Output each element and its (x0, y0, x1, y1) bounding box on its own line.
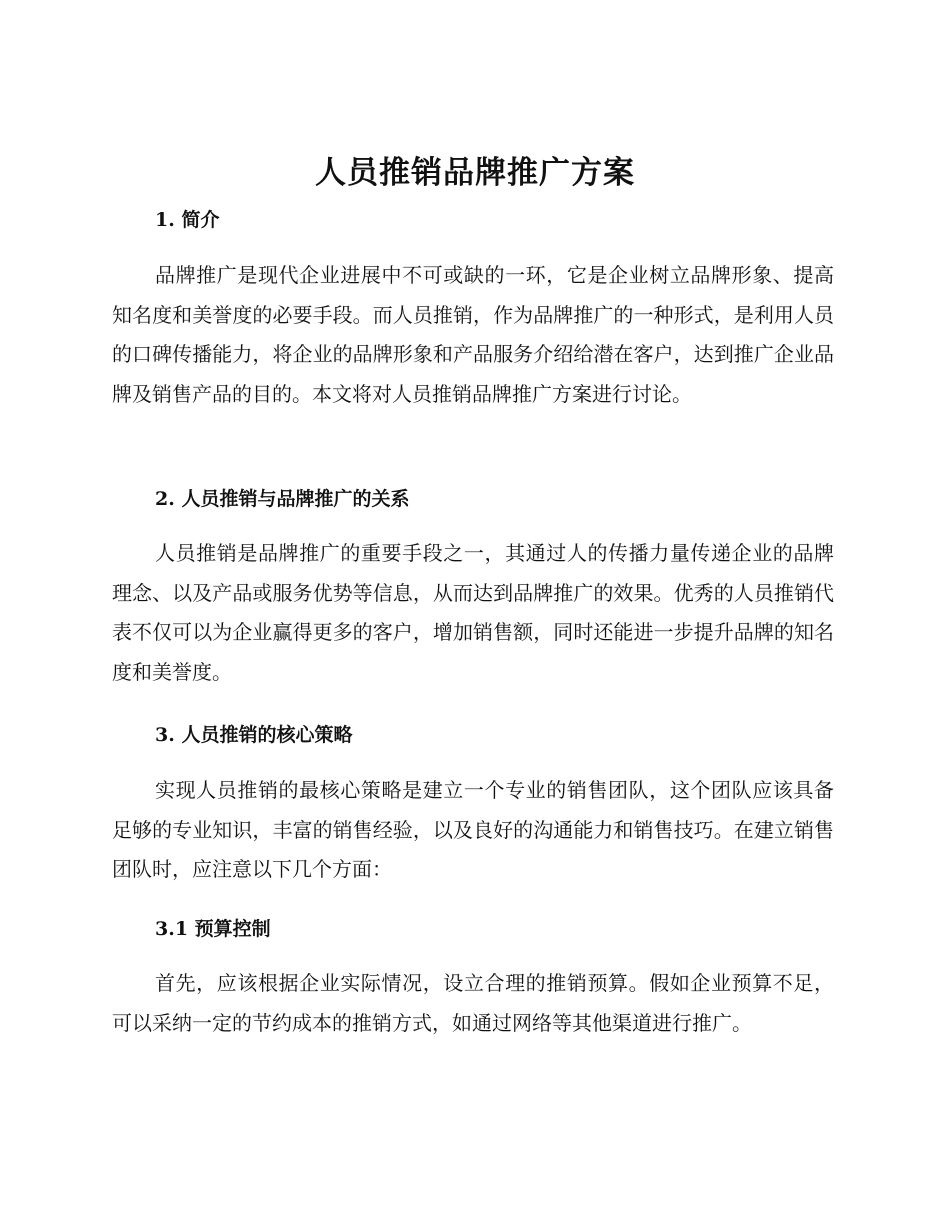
section-paragraph-core-strategy: 实现人员推销的最核心策略是建立一个专业的销售团队，这个团队应该具备足够的专业知识，丰富的销售经验，以及良好的沟通能力和销售技巧。在建立销售团队时，应注意以下几个方面： (112, 778, 834, 881)
section-paragraph-relationship: 人员推销是品牌推广的重要手段之一，其通过人的传播力量传递企业的品牌理念、以及产品或服务优势等信息，从而达到品牌推广的效果。优秀的人员推销代表不仅可以为企业赢得更多的客户，增加销售额，同时还能进一步提升品牌的知名度和美誉度。 (112, 541, 834, 684)
section-heading-budget-control: 3.1 预算控制 (155, 918, 271, 940)
section-heading-core-strategy: 3. 人员推销的核心策略 (155, 724, 353, 746)
document-title: 人员推销品牌推广方案 (315, 155, 635, 191)
section-heading-relationship: 2. 人员推销与品牌推广的关系 (155, 488, 410, 510)
section-paragraph-intro: 品牌推广是现代企业进展中不可或缺的一环，它是企业树立品牌形象、提高知名度和美誉度的必要手段。而人员推销，作为品牌推广的一种形式，是利用人员的口碑传播能力，将企业的品牌形象和产品服务介绍给潜在客户，达到推广企业品牌及销售产品的目的。本文将对人员推销品牌推广方案进行讨论。 (112, 263, 834, 406)
section-heading-intro: 1. 简介 (155, 209, 220, 231)
section-paragraph-budget-control: 首先，应该根据企业实际情况，设立合理的推销预算。假如企业预算不足，可以采纳一定的节约成本的推销方式，如通过网络等其他渠道进行推广。 (112, 971, 834, 1035)
